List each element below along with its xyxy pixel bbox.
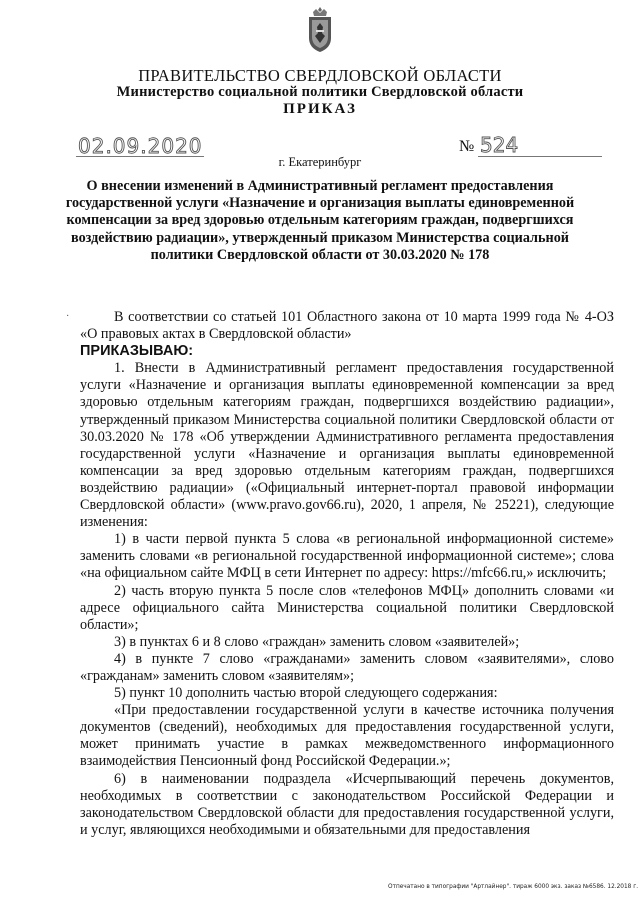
ministry-title: Министерство социальной политики Свердловской области	[116, 84, 524, 100]
body-paragraph: 4) в пункте 7 слово «гражданами» заменить словом «заявителями», слово «гражданам» заменить словом «заявителям»;	[80, 650, 614, 684]
body-paragraph: 2) часть вторую пункта 5 после слов «телефонов МФЦ» дополнить словами «и адресе официального сайта Министерства социальной политики Свердловской области»;	[80, 582, 614, 633]
government-title: ПРАВИТЕЛЬСТВО СВЕРДЛОВСКОЙ ОБЛАСТИ	[138, 66, 502, 85]
body-paragraph: 3) в пунктах 6 и 8 слово «граждан» заменить словом «заявителей»;	[114, 633, 520, 650]
preamble-paragraph: В соответствии со статьей 101 Областного закона от 10 марта 1999 года № 4-ОЗ «О правовых актах в Свердловской области»	[80, 309, 614, 343]
margin-mark: ·	[66, 311, 70, 322]
body-paragraph: «При предоставлении государственной услуги в качестве источника получения документов (сведений), необходимых для предоставления государственной услуги, может принимать участие в рамках межведомственного информационного взаимодействия Пенсионный фонд Российской Федерации.»;	[80, 702, 614, 770]
body-paragraph: 1. Внести в Административный регламент предоставления государственной услуги «Назначение и организация выплаты единовременной компенсации за вред здоровью отдельным категориям граждан, подвергшихся воздействию радиации», утвержденный приказом Министерства социальной политики Свердловской области от 30.03.2020 № 178 «Об утверждении Административного регламента предоставления государственной услуги «Назначение и организация выплаты единовременной компенсации за вред здоровью отдельным категориям граждан, подвергшихся воздействию радиации» («Официальный интернет-портал правовой информации Свердловской области» (www.pravo.gov66.ru), 2020, 1 апреля, № 25221), следующие изменения:	[80, 360, 614, 531]
body-paragraph: 6) в наименовании подраздела «Исчерпывающий перечень документов, необходимых в соответствии с законодательством Российской Федерации и законодательством Свердловской области для предоставления государственной услуги, и услуг, являющихся необходимыми и обязательными для предоставления	[80, 770, 614, 838]
document-type: ПРИКАЗ	[283, 101, 357, 117]
coat-of-arms-icon	[306, 6, 334, 54]
order-body	[80, 309, 614, 839]
order-command: ПРИКАЗЫВАЮ:	[80, 343, 194, 360]
print-footer: Отпечатано в типографии "Артлайнер". тираж 6000 экз. заказ №6586. 12.2018 г.	[388, 884, 639, 890]
number-label: №	[459, 138, 475, 155]
order-date: 02.09.2020	[78, 134, 203, 158]
body-paragraph: 1) в части первой пункта 5 слова «в региональной информационной системе» заменить словами «в региональной государственной информационной системе»; слова «на официальном сайте МФЦ в сети Интернет по адресу: https://mfc66.ru,» исключить;	[80, 531, 614, 582]
order-title: О внесении изменений в Административный регламент предоставления государственной услуги «Назначение и организация выплаты единовременной компенсации за вред здоровью отдельным категориям граждан, подвергшихся воздействию радиации», утвержденный приказом Министерства социальной политики Свердловской области от 30.03.2020 № 178	[65, 178, 575, 263]
order-number: 524	[480, 133, 519, 157]
body-paragraph: 5) пункт 10 дополнить частью второй следующего содержания:	[114, 685, 498, 702]
city: г. Екатеринбург	[278, 155, 362, 169]
